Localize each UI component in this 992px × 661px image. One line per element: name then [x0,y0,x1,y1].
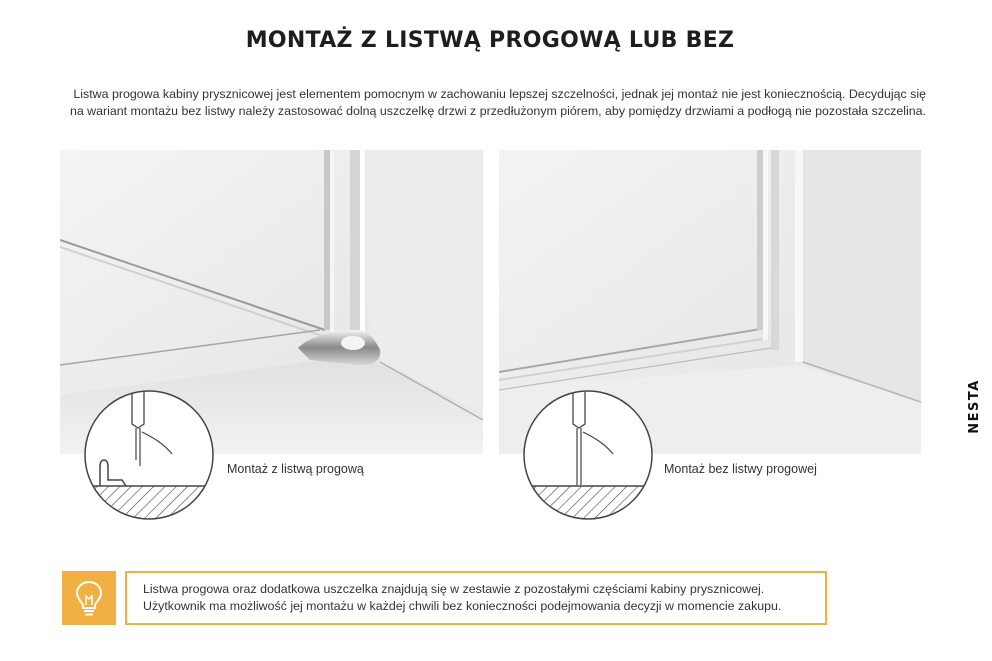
brand-name: NESTA [966,378,982,434]
tip-line: Listwa progowa oraz dodatkowa uszczelka znajdują się w zestawie z pozostałymi częściami kabiny prysznicowej. [143,582,765,596]
page-title: MONTAŻ Z LISTWĄ PROGOWĄ LUB BEZ [245,28,735,53]
tip-icon-box [62,571,116,625]
tip-box [125,571,827,625]
variant-caption-with-threshold: Montaż z listwą progową [227,462,364,476]
intro-line: na wariant montażu bez listwy należy zastosować dolną uszczelkę drzwi z przedłużonym piórem, aby pomiędzy drzwiami a podłogą nie pozostała szczelina. [69,104,926,118]
seal-with-threshold-icon [82,388,216,522]
brand-logo [954,378,992,434]
lightbulb-icon [72,578,106,618]
tip-text [143,581,781,615]
variant-caption-without-threshold: Montaż bez listwy progowej [664,462,817,476]
tip-line: Użytkownik ma możliwość jej montażu w każdej chwili bez konieczności podejmowania decyzji w momencie zakupu. [143,599,782,613]
seal-without-threshold-icon [521,388,655,522]
intro-line: Listwa progowa kabiny prysznicowej jest elementem pomocnym w zachowaniu lepszej szczelności, jednak jej montaż nie jest koniecznością. Decydując się [73,87,926,101]
intro-paragraph [56,86,926,120]
